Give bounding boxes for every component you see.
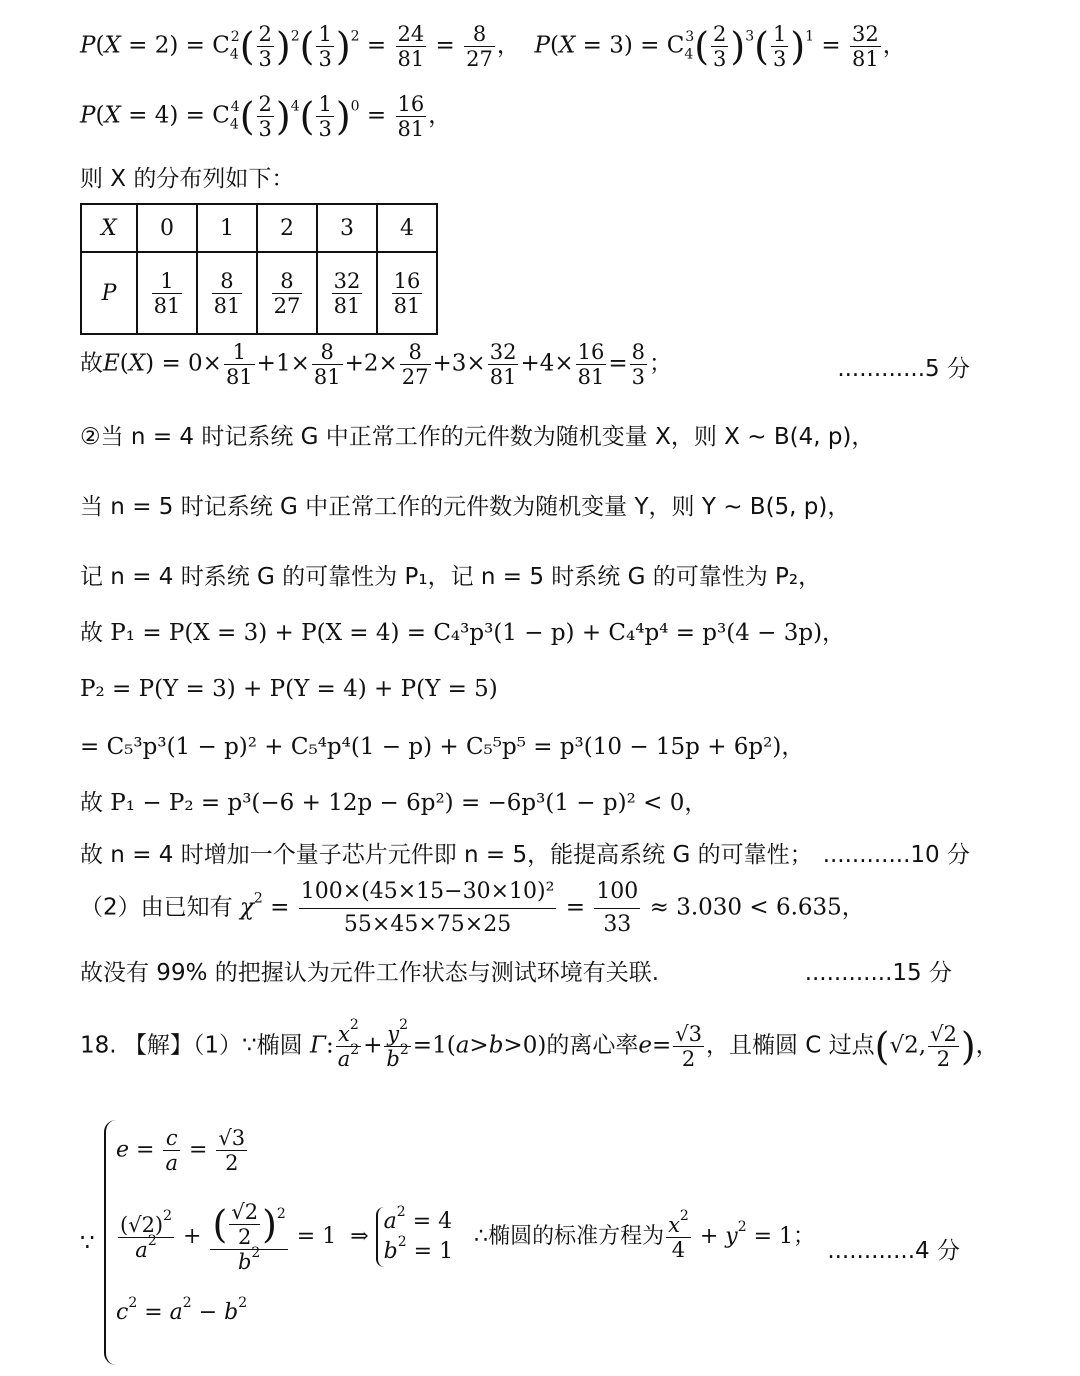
table-cell: $\frac{8}{81}$ <box>197 252 257 334</box>
table-row <box>81 252 437 334</box>
score-15: ............15 分 <box>804 960 952 986</box>
case2-line-3: 记 n = 4 时系统 G 的可靠性为 P₁，记 n = 5 时系统 G 的可靠性为 P₂， <box>80 564 822 590</box>
table-cell: $\frac{1}{81}$ <box>137 252 197 334</box>
case2-line-6: = C₅³p³(1 − p)² + C₅⁴p⁴(1 − p) + C₅⁵p⁵ = p³(10 − 15p + 6p²)， <box>80 734 805 760</box>
distribution-table <box>80 203 438 335</box>
eq-point: $\frac{(√2)^2}{a^2}$ + ( $\frac{√2}{2}$ )$^2$ $b^2$ = 1 ⇒ $a^2 = 4$ $b^2 = 1$ ∴椭圆的标准方程为 $\frac{x^2}{4}$ + $y^2 = 1$； <box>120 1200 816 1274</box>
score-5: ............5 分 <box>837 356 970 382</box>
score-4: ............4 分 <box>827 1238 960 1264</box>
case2-line-8: 故 n = 4 时增加一个量子芯片元件即 n = 5，能提高系统 G 的可靠性； ............10 分 <box>80 838 970 872</box>
table-row <box>81 204 437 252</box>
table-cell: 3 <box>317 204 377 252</box>
table-cell: X <box>81 204 137 252</box>
table-cell: $\frac{16}{81}$ <box>377 252 437 334</box>
distribution-intro: 则 X 的分布列如下： <box>80 166 295 192</box>
case2-line-1: ②当 n = 4 时记系统 G 中正常工作的元件数为随机变量 X，则 X ~ B(4, p)， <box>80 424 875 450</box>
table-cell: 2 <box>257 204 317 252</box>
eq-c-relation: $c^2 = a^2 - b^2$ <box>116 1295 248 1325</box>
case2-line-4: 故 P₁ = P(X = 3) + P(X = 4) = C₄³p³(1 − p) + C₄⁴p⁴ = p³(4 − 3p)， <box>80 620 846 646</box>
table-cell: $\frac{8}{27}$ <box>257 252 317 334</box>
eq-eccentricity: e = $\frac{c}{a}$ = $\frac{√3}{2}$ <box>116 1126 246 1175</box>
score-10: ............10 分 <box>822 842 970 868</box>
prob-line-2: $P(X = 4) = C_4^4$( $\frac{2}{3}$ )$^4$( $\frac{1}{3}$ )$^0$ = $\frac{16}{81}$ ， <box>80 92 452 141</box>
case2-line-5: P₂ = P(Y = 3) + P(Y = 4) + P(Y = 5) <box>80 676 498 702</box>
q18-line: 18. 【解】（1）∵椭圆 Γ: $\frac{x^2}{a^2}$ + $\frac{y^2}{b^2}$ =1(a>b>0)的离心率e= $\frac{√3}{2}$ ，且椭圆 C 过点(√2, $\frac{√2}{2}$ )， <box>80 1017 999 1071</box>
table-cell: 1 <box>197 204 257 252</box>
table-cell: 0 <box>137 204 197 252</box>
table-cell: $\frac{32}{81}$ <box>317 252 377 334</box>
case2-line-7: 故 P₁ − P₂ = p³(−6 + 12p − 6p²) = −6p³(1 − p)² < 0， <box>80 790 708 816</box>
chi-square-line: （2）由已知有 $\chi^2$ = $\frac{\text{100×(45×15−30×10)²}}{55\times 45\times 75\times 25}$ = $\frac{100}{33}$ ≈ 3.030 < 6.635， <box>80 876 970 946</box>
case2-line-2: 当 n = 5 时记系统 G 中正常工作的元件数为随机变量 Y，则 Y ~ B(5, p)， <box>80 494 851 520</box>
because-symbol: ∵ <box>80 1230 95 1256</box>
table-cell: P <box>81 252 137 334</box>
prob-line-1: $P(X = 2) = C_4^2$( $\frac{2}{3}$ )$^2$( $\frac{1}{3}$ )$^2$ = $\frac{24}{81}$ = $\frac{8}{27}$ ， $P(X = 3) = C_4^3$( $\frac{2}{3}$ )$^3$( $\frac{1}{3}$ )$^1$ = $\frac{32}{81}$ ， <box>80 22 906 71</box>
part2-conclusion: 故没有 99% 的把握认为元件工作状态与测试环境有关联. ............15 分 <box>80 956 952 990</box>
table-cell: 4 <box>377 204 437 252</box>
equation-system <box>80 1120 1040 1370</box>
expectation-line: 故E(X) = 0× $\frac{1}{81}$ +1× $\frac{8}{81}$ +2× $\frac{8}{27}$ +3× $\frac{32}{81}$ +4× $\frac{16}{81}$ = $\frac{8}{3}$ ； ............5 分 <box>80 340 970 389</box>
